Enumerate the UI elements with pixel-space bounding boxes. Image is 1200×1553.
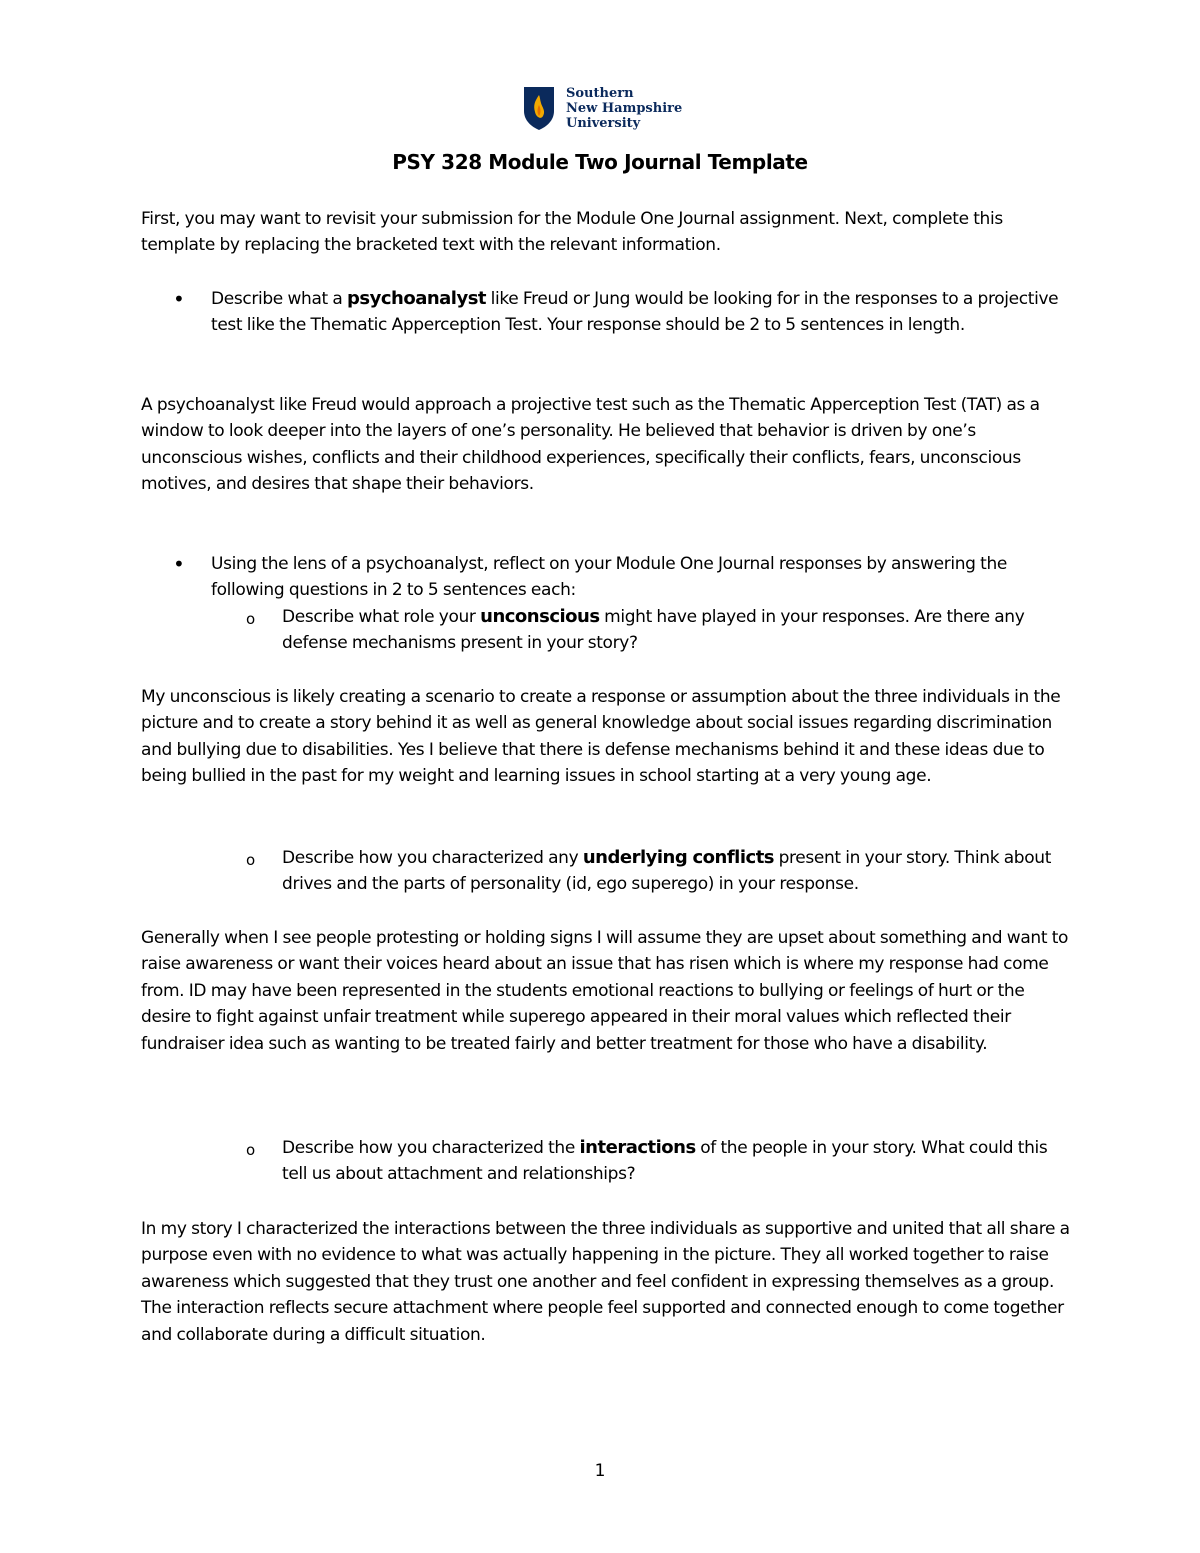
sub-bullet-marker: o <box>246 1141 255 1159</box>
document-title: PSY 328 Module Two Journal Template <box>392 150 808 174</box>
intro-paragraph: First, you may want to revisit your submission for the Module One Journal assignment. Next, complete this template by replacing the bracketed text with the relevant information. <box>141 209 1003 256</box>
prompt-2 <box>173 551 1073 604</box>
prompt-1 <box>173 286 1073 339</box>
sub-question-3-text <box>282 1135 1076 1188</box>
prompt-1-keyword: psychoanalyst <box>347 288 487 309</box>
sub-3-before: Describe how you characterized the <box>282 1138 580 1158</box>
sub-2-after: present in your story. Think about drives and the parts of personality (id, ego superego) in your response. <box>282 848 1052 895</box>
snhu-shield-icon <box>522 85 556 131</box>
logo-line-1: Southern <box>566 85 634 101</box>
logo-line-3: University <box>566 115 641 131</box>
answer-3-paragraph: Generally when I see people protesting or holding signs I will assume they are upset about something and want to raise awareness or want their voices heard about an issue that has risen which is where my response had come from. ID may have been represented in the students emotional reactions to bullying or feelings of hurt or the desire to fight against unfair treatment while superego appeared in their moral values which reflected their fundraiser idea such as wanting to be treated fairly and better treatment for those who have a disability. <box>141 928 1069 1054</box>
sub-question-2-text <box>282 845 1076 898</box>
sub-1-keyword: unconscious <box>480 606 600 627</box>
page-number: 1 <box>594 1461 606 1481</box>
sub-question-1 <box>246 604 1076 657</box>
sub-question-3 <box>246 1135 1076 1188</box>
bullet-marker: • <box>173 287 185 311</box>
sub-bullet-marker: o <box>246 610 255 628</box>
prompt-1-before: Describe what a <box>211 289 348 309</box>
sub-1-after: might have played in your responses. Are there any defense mechanisms present in your story? <box>282 607 1025 654</box>
logo-wordmark <box>566 86 682 131</box>
bullet-marker: • <box>173 552 185 576</box>
sub-question-1-text <box>282 604 1076 657</box>
sub-2-before: Describe how you characterized any <box>282 848 583 868</box>
sub-bullet-marker: o <box>246 851 255 869</box>
answer-1-paragraph: A psychoanalyst like Freud would approach a projective test such as the Thematic Apperception Test (TAT) as a window to look deeper into the layers of one’s personality. He believed that behavior is driven by one’s unconscious wishes, conflicts and their childhood experiences, specifically their conflicts, fears, unconscious motives, and desires that shape their behaviors. <box>141 395 1040 495</box>
university-logo <box>522 84 682 132</box>
sub-2-keyword: underlying conflicts <box>582 847 775 868</box>
prompt-1-after: like Freud or Jung would be looking for in the responses to a projective test like the Thematic Apperception Test. Your response should be 2 to 5 sentences in length. <box>211 289 1059 336</box>
sub-3-keyword: interactions <box>579 1137 696 1158</box>
prompt-1-text <box>211 286 1073 339</box>
logo-line-2: New Hampshire <box>566 100 683 116</box>
sub-question-2 <box>246 845 1076 898</box>
answer-2-paragraph: My unconscious is likely creating a scenario to create a response or assumption about the three individuals in the picture and to create a story behind it as well as general knowledge about social issues regarding discrimination and bullying due to disabilities. Yes I believe that there is defense mechanisms behind it and these ideas due to being bullied in the past for my weight and learning issues in school starting at a very young age. <box>141 687 1061 787</box>
prompt-2-text: Using the lens of a psychoanalyst, reflect on your Module One Journal responses by answering the following questions in 2 to 5 sentences each: <box>211 554 1008 601</box>
answer-4-paragraph: In my story I characterized the interactions between the three individuals as supportive and united that all share a purpose even with no evidence to what was actually happening in the picture. They all worked together to raise awareness which suggested that they trust one another and feel confident in expressing themselves as a group. The interaction reflects secure attachment where people feel supported and connected enough to come together and collaborate during a difficult situation. <box>141 1219 1070 1345</box>
sub-3-after: of the people in your story. What could this tell us about attachment and relationships? <box>282 1138 1048 1185</box>
sub-1-before: Describe what role your <box>282 607 481 627</box>
